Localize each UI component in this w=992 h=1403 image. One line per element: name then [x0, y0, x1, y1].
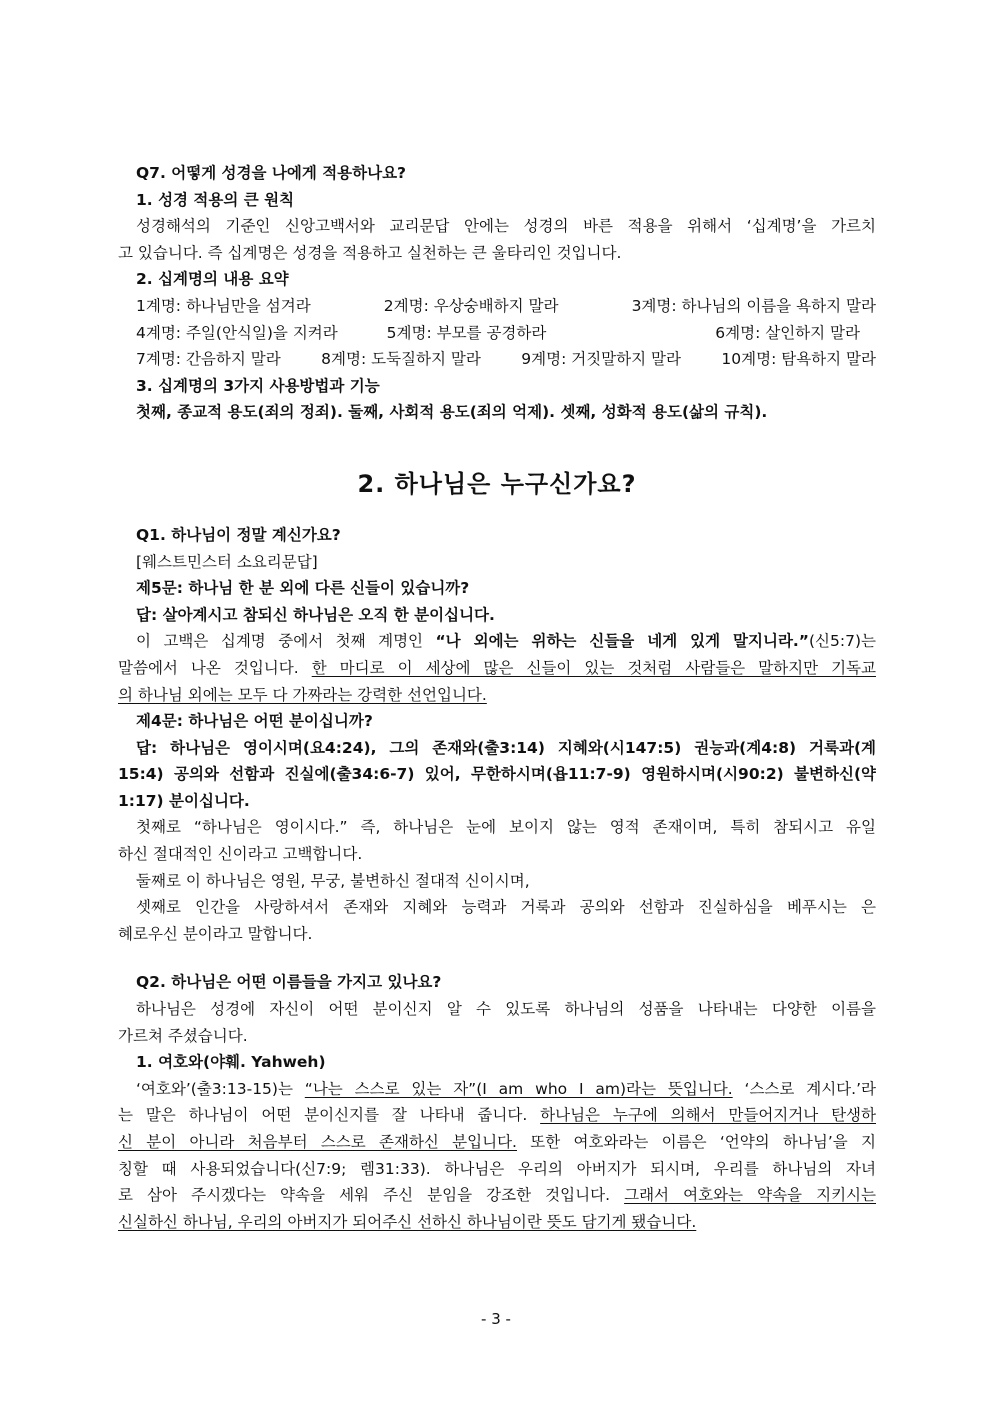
q7-paragraph-line-1: 성경해석의 기준인 신앙고백서와 교리문답 안에는 성경의 바른 적용을 위해서 ‘십계명’을 가르치	[136, 217, 876, 236]
q2-l1-text-a: ‘여호와’(출3:13-15)는	[136, 1079, 305, 1098]
q2-l3-text: 또한 여호와라는 이름은 ‘언약의 하나님’을 지	[517, 1133, 876, 1151]
q1-paragraph-1-line-2	[118, 655, 876, 682]
commandment-7: 7계명: 간음하지 말라	[136, 350, 281, 369]
q2-l6-underlined: 신실하신 하나님, 우리의 아버지가 되어주신 선하신 하나님이란 뜻도 담기게 됐습니다.	[118, 1212, 697, 1231]
commandment-6: 6계명: 살인하지 말라	[715, 323, 860, 342]
commandment-8: 8계명: 도둑질하지 말라	[321, 350, 481, 369]
q7-uses: 첫째, 종교적 용도(죄의 정죄). 둘째, 사회적 용도(죄의 억제). 셋째, 성화적 용도(삶의 규칙).	[136, 403, 768, 422]
q1-paragraph-1-line-1	[118, 628, 876, 655]
q2-body-line-1	[118, 1076, 876, 1103]
q2-l5-text: 로 삼아 주시겠다는 약속을 세워 주신 분임을 강조한 것입니다.	[118, 1186, 625, 1205]
q1-question-4: 제4문: 하나님은 어떤 분이십니까?	[136, 712, 373, 731]
q1-paragraph-4-line-1: 셋째로 인간을 사랑하셔서 존재와 지혜와 능력과 거룩과 공의와 선함과 진실하심을 베푸시는 은	[136, 898, 876, 917]
commandment-10: 10계명: 탐욕하지 말라	[721, 350, 876, 369]
q2-body-line-2	[118, 1102, 876, 1129]
q2-l5-underlined: 그래서 여호와는 약속을 지키시는	[624, 1186, 876, 1205]
q2-body-line-3	[118, 1129, 876, 1156]
q2-body-line-5	[118, 1182, 876, 1209]
commandment-2: 2계명: 우상숭배하지 말라	[383, 296, 559, 315]
commandments-row-3	[118, 346, 876, 373]
chapter-title: 2. 하나님은 누구신가요?	[357, 469, 637, 498]
q1-p1-l3-underlined: 의 하나님 외에는 모두 다 가짜라는 강력한 선언입니다.	[118, 685, 487, 704]
q7-paragraph-line-2: 고 있습니다. 즉 십계명은 성경을 적용하고 실천하는 큰 울타리인 것입니다.	[118, 243, 622, 262]
q1-title: Q1. 하나님이 정말 계신가요?	[136, 525, 341, 544]
q7-heading-2: 2. 십계명의 내용 요약	[136, 270, 289, 289]
commandment-3: 3계명: 하나님의 이름을 욕하지 말라	[631, 296, 876, 315]
q1-p1-text-a: 이 고백은 십계명 중에서 첫째 계명인	[136, 632, 436, 651]
q1-paragraph-2-line-2: 하신 절대적인 신이라고 고백합니다.	[118, 845, 363, 864]
q2-l2-text: 는 말은 하나님이 어떤 분이신지를 잘 나타내 줍니다.	[118, 1106, 541, 1125]
q7-heading-1: 1. 성경 적용의 큰 원칙	[136, 190, 295, 209]
commandment-4: 4계명: 주일(안식일)을 지켜라	[136, 323, 338, 342]
page-number: - 3 -	[481, 1310, 511, 1328]
commandment-9: 9계명: 거짓말하지 말라	[521, 350, 681, 369]
q1-answer-4-line-2: 15:4) 공의와 선함과 진실에(출34:6-7) 있어, 무한하시며(욥11:7-9) 영원하시며(시90:2) 불변하신(약	[118, 765, 876, 784]
q1-p1-quote: “나 외에는 위하는 신들을 네게 있게 말지니라.”	[435, 632, 809, 651]
q2-l2-underlined: 하나님은 누구에 의해서 만들어지거나 탄생하	[540, 1106, 876, 1125]
q1-paragraph-2-line-1: 첫째로 “하나님은 영이시다.” 즉, 하나님은 눈에 보이지 않는 영적 존재이며, 특히 참되시고 유일	[136, 818, 876, 837]
commandments-row-2	[118, 320, 876, 347]
page-content	[118, 160, 876, 1235]
q1-p1-l2-underlined: 한 마디로 이 세상에 많은 신들이 있는 것처럼 사람들은 말하지만 기독교	[311, 658, 876, 677]
q1-paragraph-1-line-3	[118, 682, 876, 709]
q2-l1-text-c: ‘스스로 계시다.’라	[732, 1079, 876, 1098]
q7-title: Q7. 어떻게 성경을 나에게 적용하나요?	[136, 164, 407, 182]
q2-title: Q2. 하나님은 어떤 이름들을 가지고 있나요?	[136, 973, 442, 992]
q1-p1-l2-text: 말씀에서 나온 것입니다.	[118, 658, 312, 677]
q1-answer-4-line-3: 1:17) 분이십니다.	[118, 791, 250, 810]
q1-paragraph-3: 둘째로 이 하나님은 영원, 무궁, 불변하신 절대적 신이시며,	[136, 871, 530, 890]
section-gap	[118, 947, 876, 969]
q7-heading-3: 3. 십계명의 3가지 사용방법과 기능	[136, 376, 380, 395]
commandment-5: 5계명: 부모를 공경하라	[386, 323, 547, 342]
commandment-1: 1계명: 하나님만을 섬겨라	[136, 296, 311, 315]
q2-paragraph-1-line-1: 하나님은 성경에 자신이 어떤 분이신지 알 수 있도록 하나님의 성품을 나타내는 다양한 이름을	[136, 1000, 876, 1019]
q1-paragraph-4-line-2: 혜로우신 분이라고 말합니다.	[118, 924, 313, 943]
q2-l3-underlined: 신 분이 아니라 처음부터 스스로 존재하신 분입니다.	[118, 1133, 517, 1151]
q2-paragraph-1-line-2: 가르쳐 주셨습니다.	[118, 1026, 248, 1045]
q1-question-5: 제5문: 하나님 한 분 외에 다른 신들이 있습니까?	[136, 579, 470, 598]
q1-source: [웨스트민스터 소요리문답]	[136, 552, 318, 571]
q1-answer-4-line-1: 답: 하나님은 영이시며(요4:24), 그의 존재와(출3:14) 지혜와(시147:5) 권능과(계4:8) 거룩과(계	[136, 738, 876, 757]
q2-heading-1: 1. 여호와(야훼. Yahweh)	[136, 1053, 326, 1072]
q2-l1-underlined: “나는 스스로 있는 자”(I am who I am)라는 뜻입니다.	[304, 1079, 733, 1098]
commandments-row-1	[118, 293, 876, 320]
q1-p1-text-c: (신5:7)는	[809, 632, 876, 651]
q2-body-line-4: 칭할 때 사용되었습니다(신7:9; 렘31:33). 하나님은 우리의 아버지가 되시며, 우리를 하나님의 자녀	[118, 1159, 876, 1178]
q1-answer-5: 답: 살아계시고 참되신 하나님은 오직 한 분이십니다.	[136, 605, 495, 624]
q2-body-line-6	[118, 1209, 876, 1236]
